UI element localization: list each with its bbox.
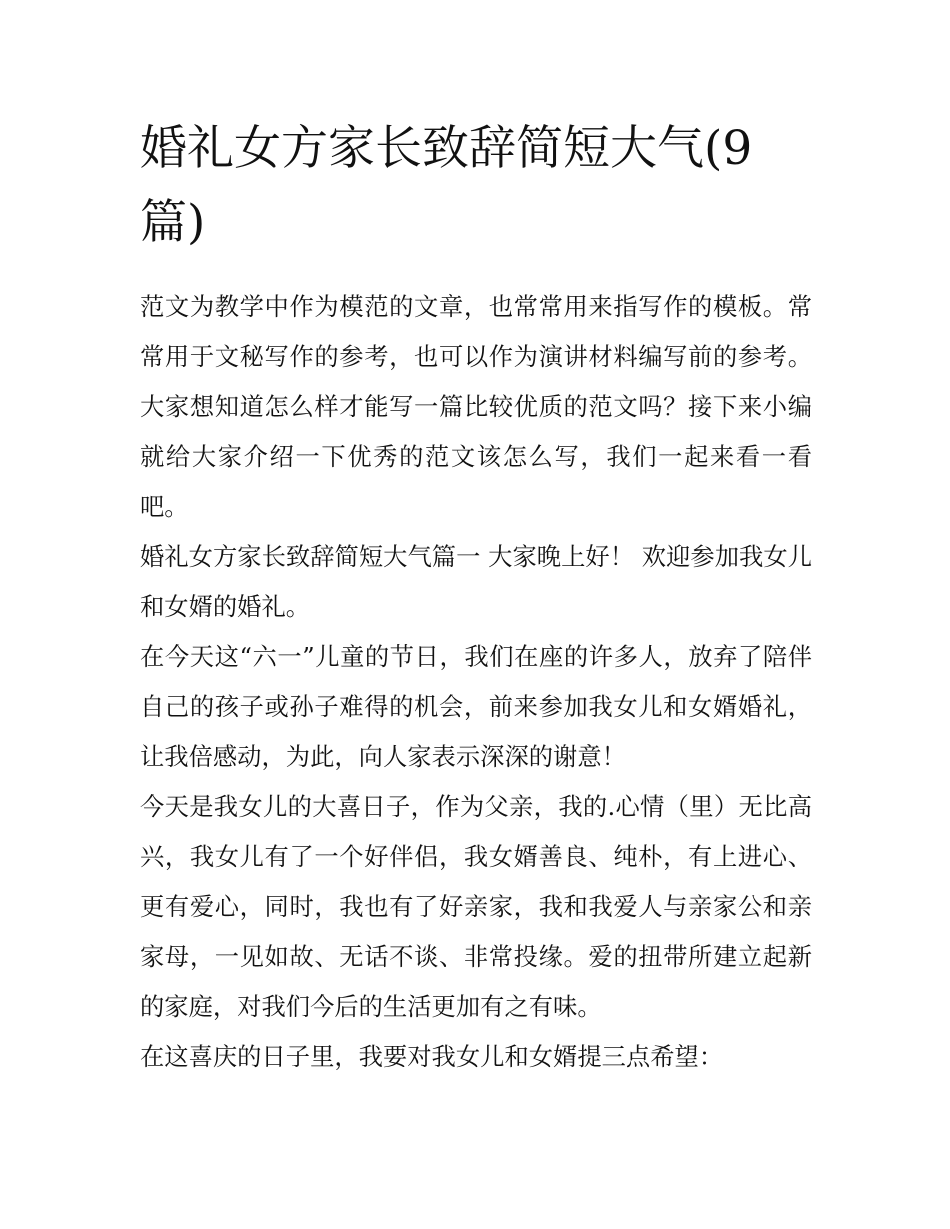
blessing-paragraph: 今天是我女儿的大喜日子，作为父亲，我的.心情（里）无比高兴，我女儿有了一个好伴侣，我女婿善良、纯朴，有上进心、更有爱心，同时，我也有了好亲家，我和我爱人与亲家公和亲家母，一见如故、无话不谈、非常投缘。爱的扭带所建立起新的家庭，对我们今后的生活更加有之有味。 (140, 792, 812, 1021)
document-page (140, 112, 812, 1082)
speech-opening-paragraph: 婚礼女方家长致辞简短大气篇一 大家晚上好！ 欢迎参加我女儿和女婿的婚礼。 (140, 542, 812, 621)
document-title: 婚礼女方家长致辞简短大气(9篇) (140, 121, 753, 250)
intro-paragraph: 范文为教学中作为模范的文章，也常常用来指写作的模板。常常用于文秘写作的参考，也可以作为演讲材料编写前的参考。大家想知道怎么样才能写一篇比较优质的范文吗？接下来小编就给大家介绍一下优秀的范文该怎么写，我们一起来看一看吧。 (140, 292, 812, 521)
hopes-paragraph: 在这喜庆的日子里，我要对我女儿和女婿提三点希望： (140, 1042, 724, 1071)
thanks-paragraph: 在今天这“六一”儿童的节日，我们在座的许多人，放弃了陪伴自己的孩子或孙子难得的机会，前来参加我女儿和女婿婚礼，让我倍感动，为此，向人家表示深深的谢意！ (140, 642, 812, 771)
